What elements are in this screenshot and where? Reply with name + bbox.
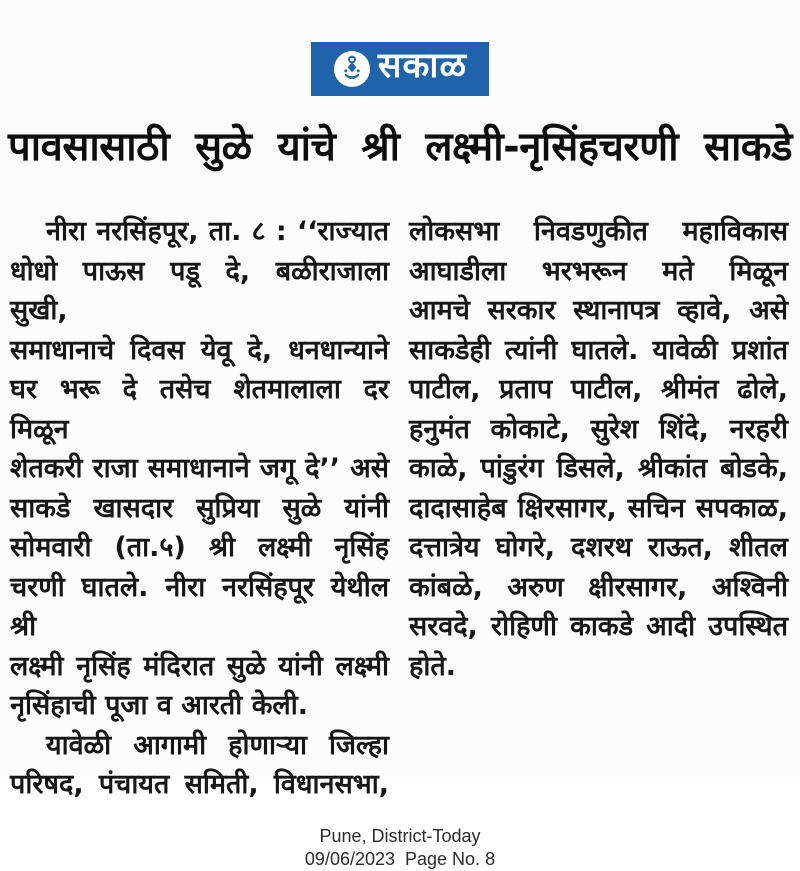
- article-body: [10, 212, 788, 805]
- article-line: आमचे सरकार स्थानापत्र व्हावे, असे: [409, 295, 788, 326]
- article-line: शेतकरी राजा समाधानाने जगू दे’’ असे: [10, 453, 389, 484]
- article-line: सरवदे, रोहिणी काकडे आदी उपस्थित: [409, 611, 788, 642]
- article-line: साकडे खासदार सुप्रिया सुळे यांनी: [10, 492, 389, 524]
- article-line: नीरा नरसिंहपूर, ता. ८ : ‘‘राज्यात: [46, 216, 389, 247]
- article-line: चरणी घातले. नीरा नरसिंहपूर येथील श्री: [10, 571, 389, 642]
- headline: पावसासाठी सुळे यांचे श्री लक्ष्मी-नृसिंहचरणी साकडे: [8, 124, 792, 170]
- source-location: Pune, District-Today: [319, 825, 481, 846]
- article-line: लक्ष्मी नृसिंह मंदिरात सुळे यांनी लक्ष्मी: [10, 650, 389, 682]
- article-line: परिषद, पंचायत समिती, विधानसभा,: [10, 769, 389, 800]
- article-line: समाधानाचे दिवस येवू दे, धनधान्याने: [10, 334, 389, 366]
- logo-box: [311, 42, 489, 96]
- article-line: पाटील, प्रताप पाटील, श्रीमंत ढोले,: [409, 374, 788, 405]
- sakal-lamp-icon: [333, 50, 371, 88]
- article-line: धोधो पाऊस पडू दे, बळीराजाला सुखी,: [10, 255, 389, 326]
- article-line: कांबळे, अरुण क्षीरसागर, अश्विनी: [409, 571, 788, 603]
- article-line: हनुमंत कोकाटे, सुरेश शिंदे, नरहरी: [409, 413, 788, 445]
- logo-text: सकाळ: [377, 46, 468, 86]
- source-attribution: [0, 825, 800, 871]
- source-date-page: 09/06/2023 Page No. 8: [304, 848, 496, 869]
- article-line: साकडेही त्यांनी घातले. यावेळी प्रशांत: [409, 334, 788, 366]
- article-line: नृसिंहाची पूजा व आरती केली.: [10, 690, 308, 721]
- article-line: होते.: [409, 650, 456, 682]
- article-line: दादासाहेब क्षिरसागर, सचिन सपकाळ,: [409, 492, 788, 524]
- masthead: [0, 0, 800, 96]
- article-column-right: [409, 212, 788, 805]
- article-line: लोकसभा निवडणुकीत महाविकास: [409, 216, 788, 247]
- article-line: काळे, पांडुरंग डिसले, श्रीकांत बोडके,: [409, 453, 788, 484]
- article-line: सोमवारी (ता.५) श्री लक्ष्मी नृसिंह: [10, 532, 389, 563]
- article-column-left: [10, 212, 389, 805]
- dateline: नीरा नरसिंहपूर, ता. ८ :: [46, 216, 297, 247]
- article-line: घर भरू दे तसेच शेतमालाला दर मिळून: [10, 374, 389, 445]
- article-line: दत्तात्रेय घोगरे, दशरथ राऊत, शीतल: [409, 532, 788, 563]
- article-line: आघाडीला भरभरून मते मिळून: [409, 255, 788, 287]
- article-line: यावेळी आगामी होणाऱ्या जिल्हा: [46, 729, 389, 761]
